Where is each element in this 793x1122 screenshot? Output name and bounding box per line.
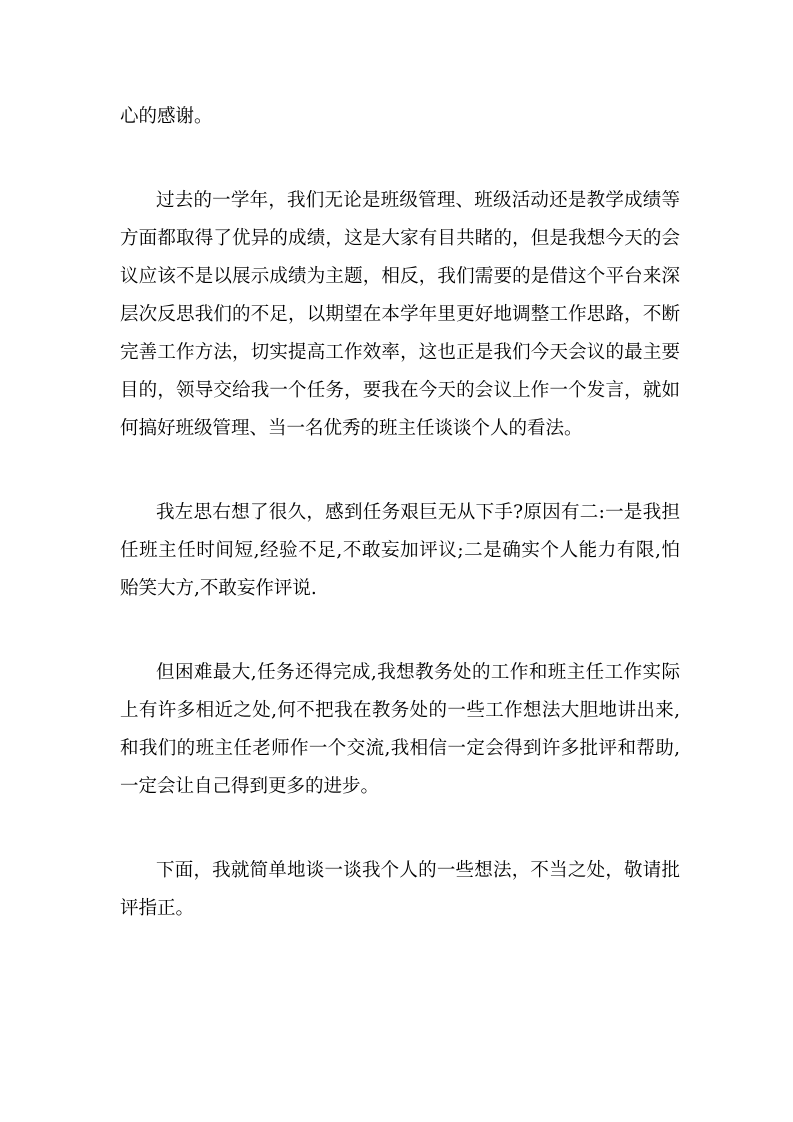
paragraph-line: 下面，我就简单地谈一谈我个人的一些想法，不当之处，敬请批 <box>156 860 680 881</box>
paragraph-line: 目的，领导交给我一个任务，要我在今天的会议上作一个发言，就如 <box>120 380 680 401</box>
paragraph-line: 完善工作方法，切实提高工作效率，这也正是我们今天会议的最主要 <box>120 342 680 363</box>
paragraph-line: 评指正。 <box>120 898 195 919</box>
paragraph-line: 我左思右想了很久，感到任务艰巨无从下手?原因有二:一是我担 <box>156 502 680 523</box>
paragraph-line: 过去的一学年，我们无论是班级管理、班级活动还是教学成绩等 <box>156 190 680 211</box>
paragraph-line: 层次反思我们的不足，以期望在本学年里更好地调整工作思路，不断 <box>120 304 680 325</box>
paragraph-line: 但困难最大,任务还得完成,我想教务处的工作和班主任工作实际 <box>156 662 680 683</box>
paragraph-line: 上有许多相近之处,何不把我在教务处的一些工作想法大胆地讲出来, <box>120 700 680 721</box>
paragraph-line: 何搞好班级管理、当一名优秀的班主任谈谈个人的看法。 <box>120 418 583 439</box>
paragraph-line: 贻笑大方,不敢妄作评说. <box>120 578 317 599</box>
paragraph-line: 任班主任时间短,经验不足,不敢妄加评议;二是确实个人能力有限,怕 <box>120 540 680 561</box>
paragraph-line: 心的感谢。 <box>120 106 213 127</box>
paragraph-line: 议应该不是以展示成绩为主题，相反，我们需要的是借这个平台来深 <box>120 266 680 287</box>
paragraph-line: 一定会让自己得到更多的进步。 <box>120 776 380 797</box>
paragraph-line: 和我们的班主任老师作一个交流,我相信一定会得到许多批评和帮助, <box>120 738 680 759</box>
paragraph-line: 方面都取得了优异的成绩，这是大家有目共睹的，但是我想今天的会 <box>120 228 680 249</box>
